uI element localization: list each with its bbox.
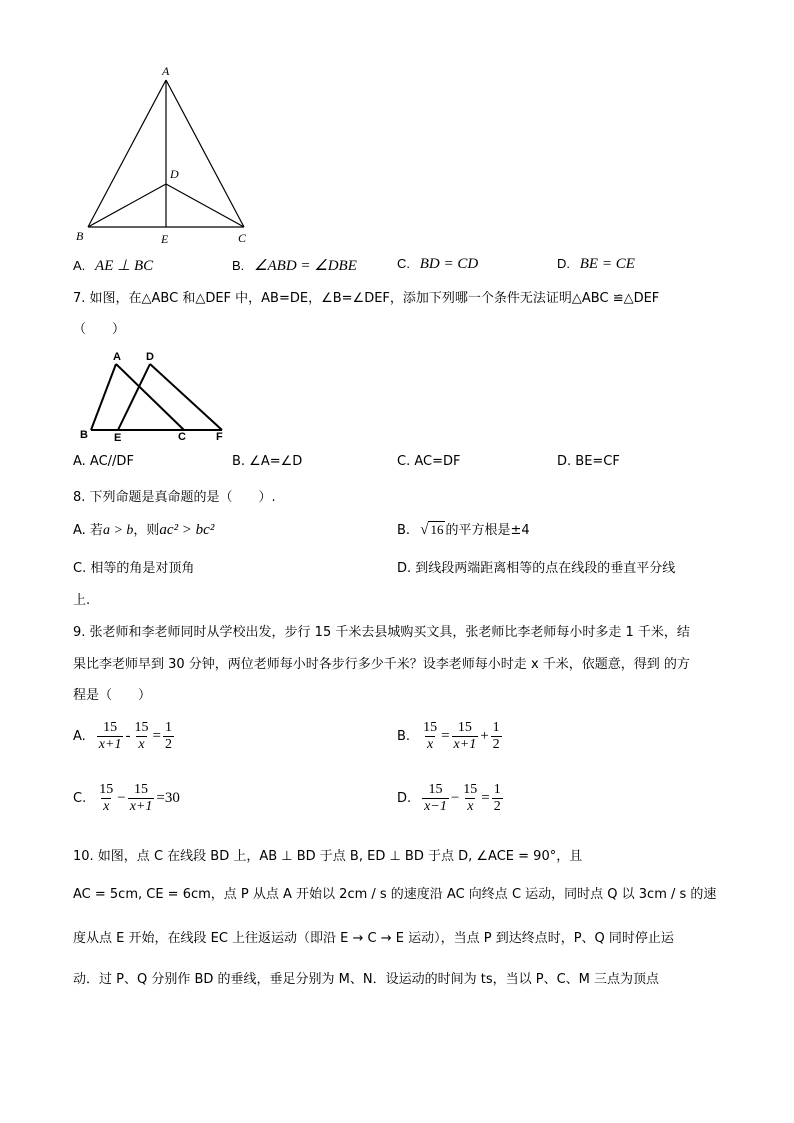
q6-option-c: C. BD = CD (397, 256, 479, 272)
q9-line-1: 9. 张老师和李老师同时从学校出发，步行 15 千米去县城购买文具，张老师比李老师每小时多走 1 千米，结 (73, 625, 690, 640)
label-E2: E (114, 432, 122, 443)
label-A2: A (113, 351, 121, 363)
q10-line-4: 动．过 P、Q 分别作 BD 的垂线，垂足分别为 M、N．设运动的时间为 ts，当以 P、C、M 三点为顶点 (73, 972, 660, 987)
q6-option-a: A. AE ⊥ BC (73, 258, 154, 274)
label-F2: F (216, 431, 223, 443)
q8-option-c: C. 相等的角是对顶角 (73, 561, 195, 576)
q7-paren: （ ） (73, 322, 126, 337)
label-B: B (76, 229, 84, 243)
q7-option-b: B. ∠A=∠D (232, 454, 303, 469)
label-C2: C (178, 431, 186, 443)
q9-line-2: 果比李老师早到 30 分钟，两位老师每小时各步行多少千米？设李老师每小时走 x 千米，依题意，得到 的方 (73, 657, 690, 672)
q9-line-3: 程是（ ） (73, 688, 152, 703)
label-A: A (162, 64, 170, 78)
triangle-figure-2 (76, 348, 236, 443)
triangle-figure-1 (70, 60, 260, 250)
label-D2: D (146, 351, 154, 363)
q9-option-b: B. $\frac{15}{x}$ = $\frac{15}{x+1}$ + $\frac{1}{2}$ (397, 720, 500, 752)
q6-option-d: D. BE = CE (557, 256, 635, 272)
q8-stem: 8. 下列命题是真命题的是（ ）. (73, 490, 276, 505)
q7-stem: 7. 如图，在△ABC 和△DEF 中，AB=DE，∠B=∠DEF，添加下列哪一个条件无法证明△ABC ≌△DEF (73, 291, 660, 306)
q8-option-d-cont: 上. (73, 593, 91, 608)
q9-option-d: D. $\frac{15}{x-1}$ − $\frac{15}{x}$ = $\frac{1}{2}$ (397, 782, 501, 814)
q10-line-1: 10. 如图，点 C 在线段 BD 上，AB ⊥ BD 于点 B, ED ⊥ BD 于点 D, ∠ACE = 90°，且 (73, 849, 583, 864)
q7-option-a: A. AC//DF (73, 454, 134, 469)
q10-line-3: 度从点 E 开始，在线段 EC 上往返运动（即沿 E → C → E 运动），当点 P 到达终点时，P、Q 同时停止运 (73, 931, 674, 946)
q7-option-c: C. AC=DF (397, 454, 461, 469)
label-E: E (161, 232, 169, 246)
label-B2: B (80, 429, 88, 441)
q9-option-a: A. $\frac{15}{x+1}$ - $\frac{15}{x}$ = $\frac{1}{2}$ (73, 720, 172, 752)
q7-option-d: D. BE=CF (557, 454, 620, 469)
q6-option-b: B. ∠ABD = ∠DBE (232, 258, 357, 274)
q9-option-c: C. $\frac{15}{x}$ − $\frac{15}{x+1}$ =30 (73, 782, 180, 814)
label-D: D (170, 167, 179, 181)
q8-option-a: A. 若a > b，则ac² > bc² (73, 522, 215, 538)
label-C: C (238, 231, 247, 245)
q10-line-2: AC = 5cm, CE = 6cm，点 P 从点 A 开始以 2cm / s 的速度沿 AC 向终点 C 运动，同时点 Q 以 3cm / s 的速 (73, 887, 717, 902)
q8-option-b: B. √ 16 的平方根是±4 (397, 522, 530, 538)
q8-option-d: D. 到线段两端距离相等的点在线段的垂直平分线 (397, 561, 676, 576)
